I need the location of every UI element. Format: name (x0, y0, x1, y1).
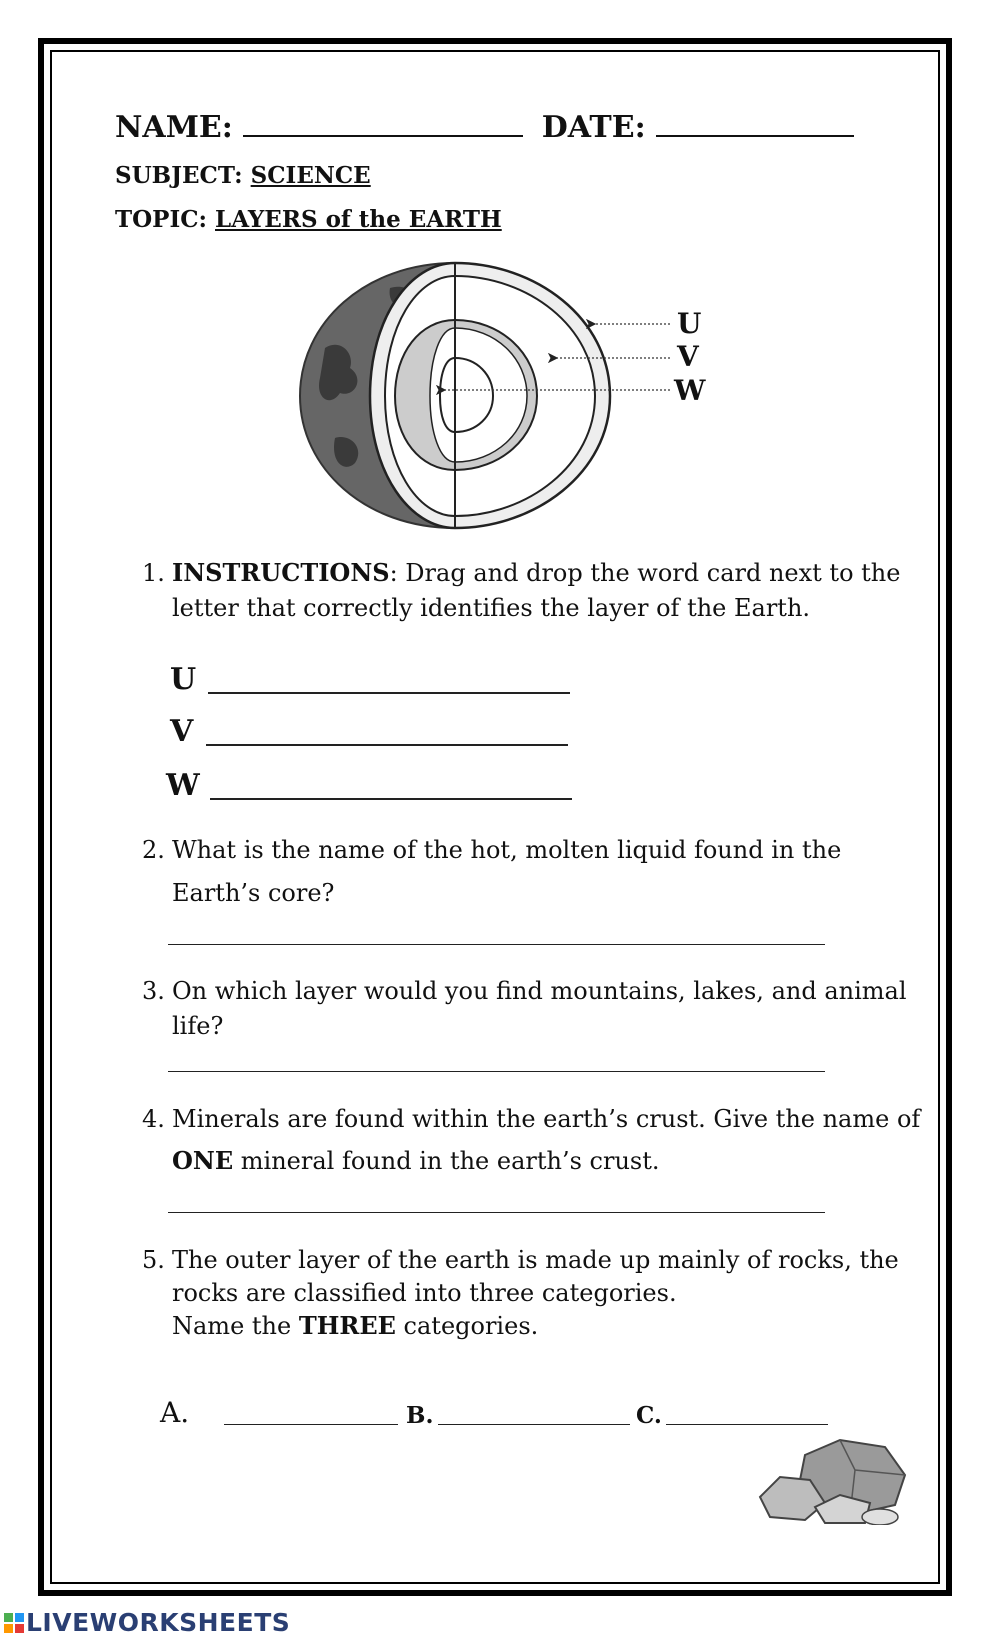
question-3 (142, 973, 907, 1053)
question-4 (142, 1101, 921, 1181)
subject-value: SCIENCE (250, 162, 371, 189)
subject-row (115, 162, 371, 189)
q5-number: 5. (142, 1246, 165, 1274)
answer-field-v[interactable] (206, 744, 568, 746)
answer-letter-w: W (166, 768, 200, 803)
footer-brand-text: LIVEWORKSHEETS (26, 1608, 291, 1637)
diagram-label-w: W (674, 374, 706, 407)
answer-field-q4[interactable] (168, 1212, 825, 1213)
q3-line1: On which layer would you find mountains, lakes, and animal (172, 977, 907, 1005)
footer-brand[interactable] (4, 1608, 290, 1637)
subject-label: SUBJECT: (115, 162, 243, 189)
q3-line2: life? (172, 1012, 224, 1040)
name-field[interactable] (243, 135, 523, 137)
answer-letter-u: U (170, 662, 197, 697)
question-2 (142, 832, 862, 912)
diagram-label-v: V (677, 340, 699, 373)
q4-line2 (172, 1143, 660, 1179)
q4-number: 4. (142, 1105, 165, 1133)
answer-label-b: B. (406, 1402, 434, 1429)
q1-number: 1. (142, 559, 165, 587)
q1-bold: INSTRUCTIONS (172, 558, 390, 587)
q5-line2: rocks are classified into three categories. (172, 1279, 677, 1307)
q4-bold: ONE (172, 1146, 234, 1175)
liveworksheets-logo-icon (4, 1610, 24, 1630)
diagram-label-u: U (677, 307, 702, 340)
q1-line1-text: : Drag and drop the word card next to the (389, 559, 901, 587)
q4-line1: Minerals are found within the earth’s crust. Give the name of (172, 1105, 921, 1133)
answer-field-a[interactable] (224, 1424, 398, 1425)
q2-line2: Earth’s core? (172, 879, 335, 907)
answer-field-q2[interactable] (168, 944, 825, 945)
q1-line1 (172, 555, 900, 591)
question-5 (142, 1242, 899, 1352)
q3-number: 3. (142, 977, 165, 1005)
answer-label-c: C. (636, 1402, 662, 1429)
name-label: NAME: (115, 110, 233, 145)
q5-line3-pre: Name the (172, 1312, 299, 1340)
q2-line1: What is the name of the hot, molten liquid found in the (172, 836, 842, 864)
answer-label-a: A. (160, 1396, 190, 1429)
answer-letter-v: V (170, 714, 194, 749)
date-label: DATE: (541, 110, 646, 145)
topic-label: TOPIC: (115, 206, 207, 233)
q2-number: 2. (142, 836, 165, 864)
answer-field-w[interactable] (210, 798, 572, 800)
rocks-illustration (755, 1435, 910, 1525)
topic-row (115, 206, 502, 233)
answer-field-q3[interactable] (168, 1071, 825, 1072)
q5-bold: THREE (298, 1311, 396, 1340)
q4-line2-text: mineral found in the earth’s crust. (233, 1147, 660, 1175)
q5-line3 (172, 1308, 538, 1344)
answer-field-b[interactable] (438, 1424, 630, 1425)
answer-field-c[interactable] (666, 1424, 828, 1425)
q5-line3-post: categories. (395, 1312, 539, 1340)
topic-value: LAYERS of the EARTH (215, 206, 502, 233)
name-row (115, 110, 854, 145)
q5-line1: The outer layer of the earth is made up mainly of rocks, the (172, 1246, 899, 1274)
question-1 (142, 555, 901, 635)
answer-field-u[interactable] (208, 692, 570, 694)
q1-line2: letter that correctly identifies the layer of the Earth. (172, 594, 811, 622)
earth-layers-diagram (295, 258, 725, 548)
date-field[interactable] (656, 135, 854, 137)
